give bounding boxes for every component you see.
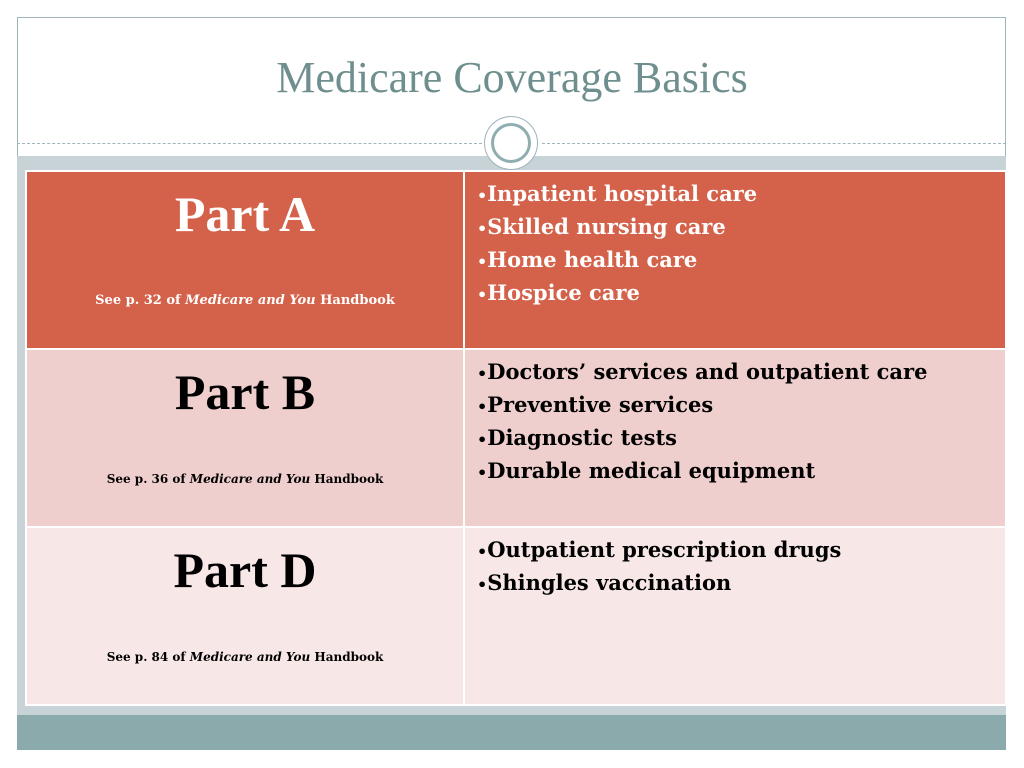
ref-handbook-title: Medicare and You bbox=[189, 650, 311, 664]
service-label: Shingles vaccination bbox=[487, 570, 732, 595]
ref-prefix: See p. 84 of bbox=[106, 650, 190, 664]
list-item bbox=[477, 178, 1005, 211]
part-a-title: Part A bbox=[174, 186, 316, 242]
service-label: Outpatient prescription drugs bbox=[487, 537, 842, 562]
list-item bbox=[477, 534, 1005, 567]
slide-title: Medicare Coverage Basics bbox=[276, 53, 748, 102]
service-label: Preventive services bbox=[487, 392, 714, 417]
bullet-icon: • bbox=[477, 542, 488, 561]
list-item bbox=[477, 356, 1005, 389]
ref-handbook-title: Medicare and You bbox=[185, 293, 316, 308]
title-divider-right bbox=[542, 143, 1006, 144]
bullet-icon: • bbox=[477, 430, 488, 449]
service-label: Durable medical equipment bbox=[487, 458, 816, 483]
part-b-cell bbox=[26, 349, 464, 527]
list-item bbox=[477, 244, 1005, 277]
service-label: Hospice care bbox=[487, 280, 640, 305]
bullet-icon: • bbox=[477, 575, 488, 594]
bullet-icon: • bbox=[477, 364, 488, 383]
list-item bbox=[477, 389, 1005, 422]
service-label: Inpatient hospital care bbox=[487, 181, 758, 206]
ref-suffix: Handbook bbox=[310, 472, 384, 486]
service-label: Doctors’ services and outpatient care bbox=[487, 359, 928, 384]
ref-prefix: See p. 36 of bbox=[106, 472, 190, 486]
table-row-part-d bbox=[26, 527, 1006, 705]
list-item bbox=[477, 455, 1005, 488]
part-a-reference bbox=[27, 293, 463, 308]
list-item bbox=[477, 567, 1005, 600]
service-label: Diagnostic tests bbox=[487, 425, 677, 450]
part-a-services-list bbox=[477, 178, 1005, 310]
list-item bbox=[477, 422, 1005, 455]
service-label: Home health care bbox=[487, 247, 698, 272]
list-item bbox=[477, 277, 1005, 310]
bullet-icon: • bbox=[477, 252, 488, 271]
title-divider-left bbox=[17, 143, 482, 144]
bullet-icon: • bbox=[477, 219, 488, 238]
service-label: Skilled nursing care bbox=[487, 214, 726, 239]
bullet-icon: • bbox=[477, 186, 488, 205]
coverage-table bbox=[25, 170, 1007, 706]
part-d-reference bbox=[27, 650, 463, 664]
table-row-part-b bbox=[26, 349, 1006, 527]
part-b-services-cell bbox=[464, 349, 1006, 527]
bullet-icon: • bbox=[477, 463, 488, 482]
table-row-part-a bbox=[26, 171, 1006, 349]
bullet-icon: • bbox=[477, 285, 488, 304]
part-a-services-cell bbox=[464, 171, 1006, 349]
part-d-services-cell bbox=[464, 527, 1006, 705]
ref-handbook-title: Medicare and You bbox=[189, 472, 311, 486]
ref-suffix: Handbook bbox=[315, 293, 395, 308]
ref-suffix: Handbook bbox=[310, 650, 384, 664]
part-d-services-list bbox=[477, 534, 1005, 600]
bullet-icon: • bbox=[477, 397, 488, 416]
part-b-reference bbox=[27, 472, 463, 486]
bottom-band bbox=[17, 715, 1006, 750]
part-a-cell bbox=[26, 171, 464, 349]
part-b-title: Part B bbox=[174, 364, 316, 420]
part-b-services-list bbox=[477, 356, 1005, 488]
part-d-title: Part D bbox=[173, 542, 317, 598]
list-item bbox=[477, 211, 1005, 244]
part-d-cell bbox=[26, 527, 464, 705]
circle-ornament-icon bbox=[491, 123, 531, 163]
ref-prefix: See p. 32 of bbox=[95, 293, 186, 308]
